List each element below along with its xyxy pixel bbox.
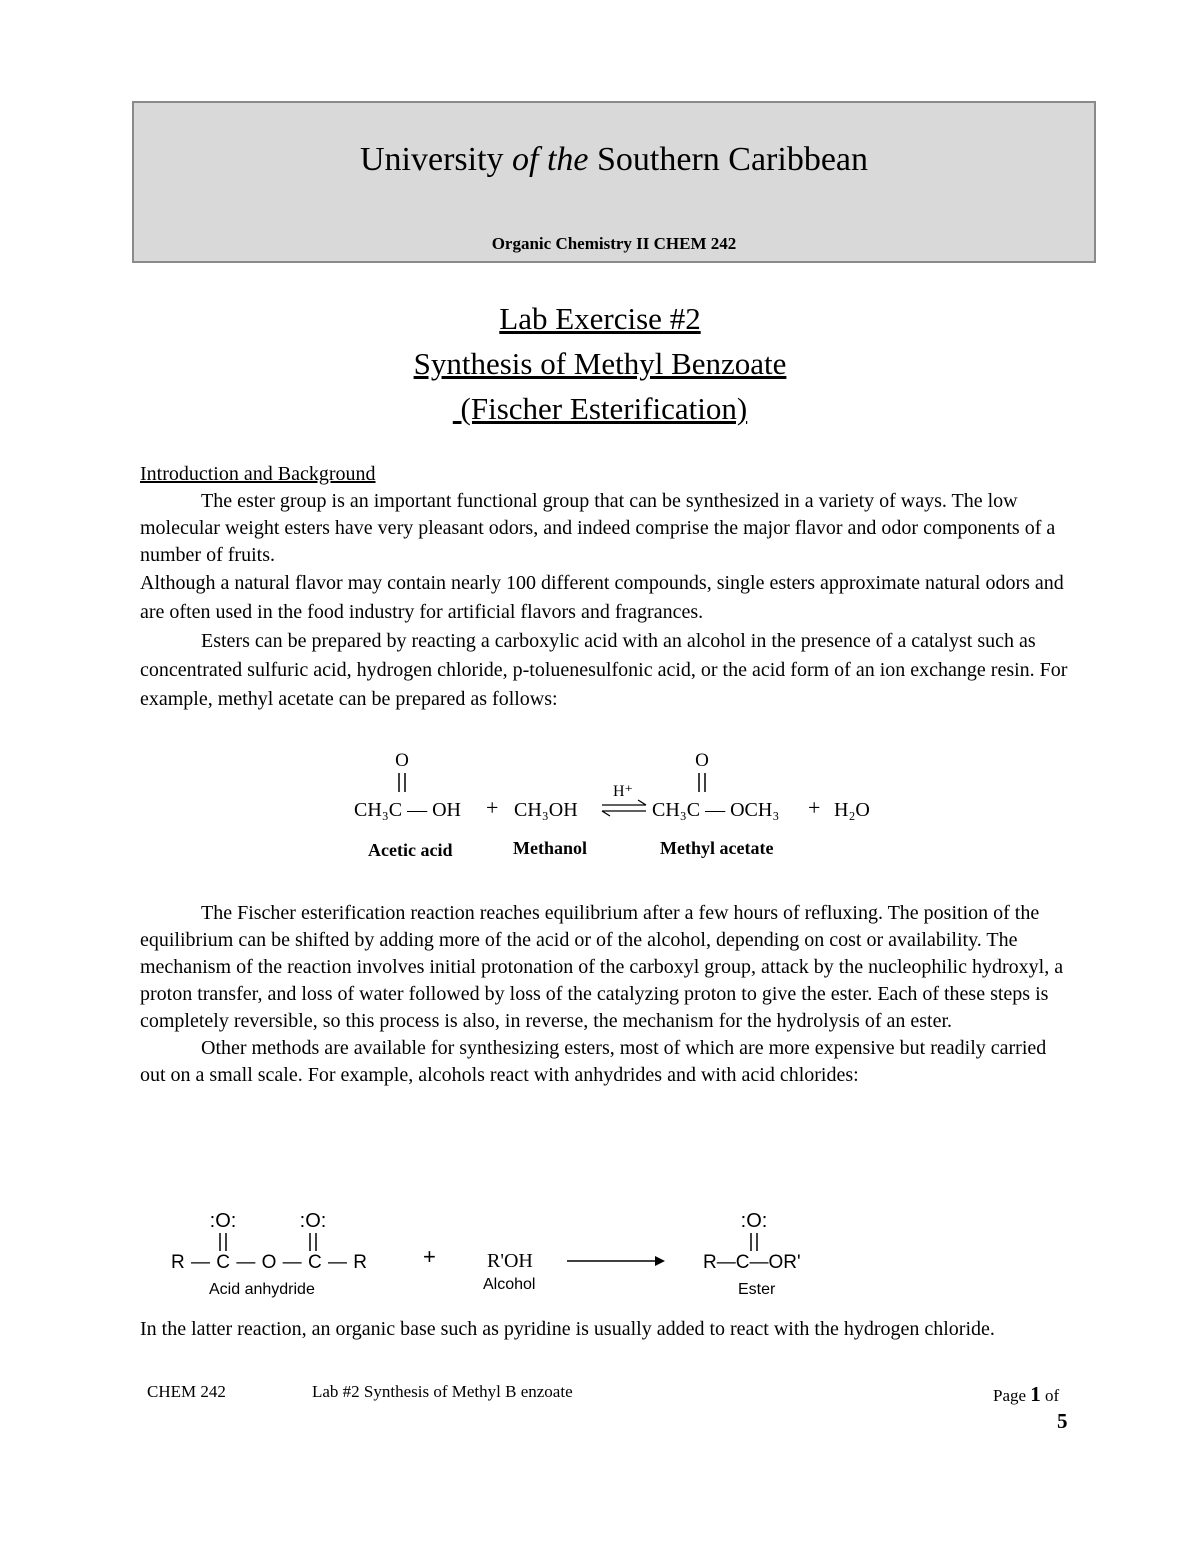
closing-section xyxy=(140,1316,1070,1343)
methanol-label: Methanol xyxy=(513,838,587,858)
lab-subject-title: Synthesis of Methyl Benzoate xyxy=(413,346,787,381)
methyl-acetate-formula: CH₃C — OCH₃ xyxy=(652,799,780,821)
intro-paragraph-3: Esters can be prepared by reacting a carboxylic acid with an alcohol in the presence of a catalyst such as concentrated sulfuric acid, hydrogen chloride, p-toluenesulfonic acid, or the acid form of an ion exchange resin. For example, methyl acetate can be prepared as follows: xyxy=(140,630,1068,710)
anhydride-formula: R—C—O—C—R xyxy=(171,1252,367,1273)
ester-label: Ester xyxy=(738,1281,776,1298)
current-page-number: 1 xyxy=(1030,1382,1041,1406)
plus-sign-2: + xyxy=(808,795,821,820)
methanol-formula: CH₃OH xyxy=(514,799,578,821)
discussion-paragraph-2: Other methods are available for synthesizing esters, most of which are more expensive but readily carried out on a small scale. For example, alcohols react with anhydrides and with acid chlorides: xyxy=(140,1037,1047,1086)
footer-course: CHEM 242 xyxy=(147,1382,226,1401)
acid-anhydride-label: Acid anhydride xyxy=(209,1281,315,1298)
ester-carbonyl-oxygen-2: :O: xyxy=(740,1210,768,1232)
total-pages-number: 5 xyxy=(1057,1409,1068,1433)
intro-paragraph-1: The ester group is an important functional group that can be synthesized in a variety of ways. The low molecular weight esters have very pleasant odors, and indeed comprise the major flavor and odor components of a number of fruits. xyxy=(140,490,1056,566)
reaction-arrow-icon xyxy=(567,1256,665,1266)
methyl-acetate-reaction-diagram xyxy=(340,748,900,866)
ester-formula: R—C—OR' xyxy=(703,1252,801,1273)
acetic-acid-formula: CH₃C — OH xyxy=(354,799,461,821)
university-title: University of the Southern Caribbean xyxy=(359,141,869,178)
lab-number-title: Lab Exercise #2 xyxy=(499,301,701,336)
anhydride-carbonyl-oxygen-2: :O: xyxy=(299,1210,327,1232)
acetic-acid-label: Acetic acid xyxy=(368,840,453,860)
discussion-paragraph-1: The Fischer esterification reaction reaches equilibrium after a few hours of refluxing. The position of the equilibrium can be shifted by adding more of the acid or of the alcohol, depending on cost or availability. The mechanism of the reaction involves initial protonation of the carboxyl group, attack by the nucleophilic hydroxyl, a proton transfer, and loss of water followed by loss of the catalyzing proton to give the ester. Each of these steps is completely reversible, so this process is also, in reverse, the mechanism for the hydrolysis of an ester. xyxy=(140,902,1064,1032)
intro-paragraph-2: Although a natural flavor may contain nearly 100 different compounds, single esters approximate natural odors and are often used in the food industry for artificial flavors and fragrances. xyxy=(140,572,1064,623)
lab-titles xyxy=(0,296,1200,431)
equilibrium-arrow-icon xyxy=(602,800,646,816)
plus-sign-1: + xyxy=(486,795,499,820)
footer-page-indicator: Page 1 of xyxy=(993,1382,1060,1406)
plus-sign-3: + xyxy=(423,1244,436,1269)
acid-carbonyl-oxygen: O xyxy=(395,750,409,771)
header-box xyxy=(132,101,1096,263)
water-formula: H₂O xyxy=(834,799,870,821)
methyl-acetate-label: Methyl acetate xyxy=(660,838,774,858)
alcohol-label: Alcohol xyxy=(483,1276,536,1293)
closing-paragraph: In the latter reaction, an organic base such as pyridine is usually added to react with the hydrogen chloride. xyxy=(140,1318,995,1340)
anhydride-alcohol-reaction-diagram xyxy=(165,1205,845,1305)
lab-method-title: (Fischer Esterification) xyxy=(452,391,748,426)
introduction-section xyxy=(140,461,1070,714)
footer-doc-title: Lab #2 Synthesis of Methyl B enzoate xyxy=(312,1382,573,1401)
anhydride-carbonyl-oxygen-1: :O: xyxy=(209,1210,237,1232)
ester-carbonyl-oxygen: O xyxy=(695,750,709,771)
discussion-section xyxy=(140,900,1070,1089)
alcohol-formula: R'OH xyxy=(487,1250,533,1272)
course-line: Organic Chemistry II CHEM 242 xyxy=(491,234,737,253)
section-heading: Introduction and Background xyxy=(140,463,376,485)
catalyst-label: H⁺ xyxy=(613,783,633,800)
